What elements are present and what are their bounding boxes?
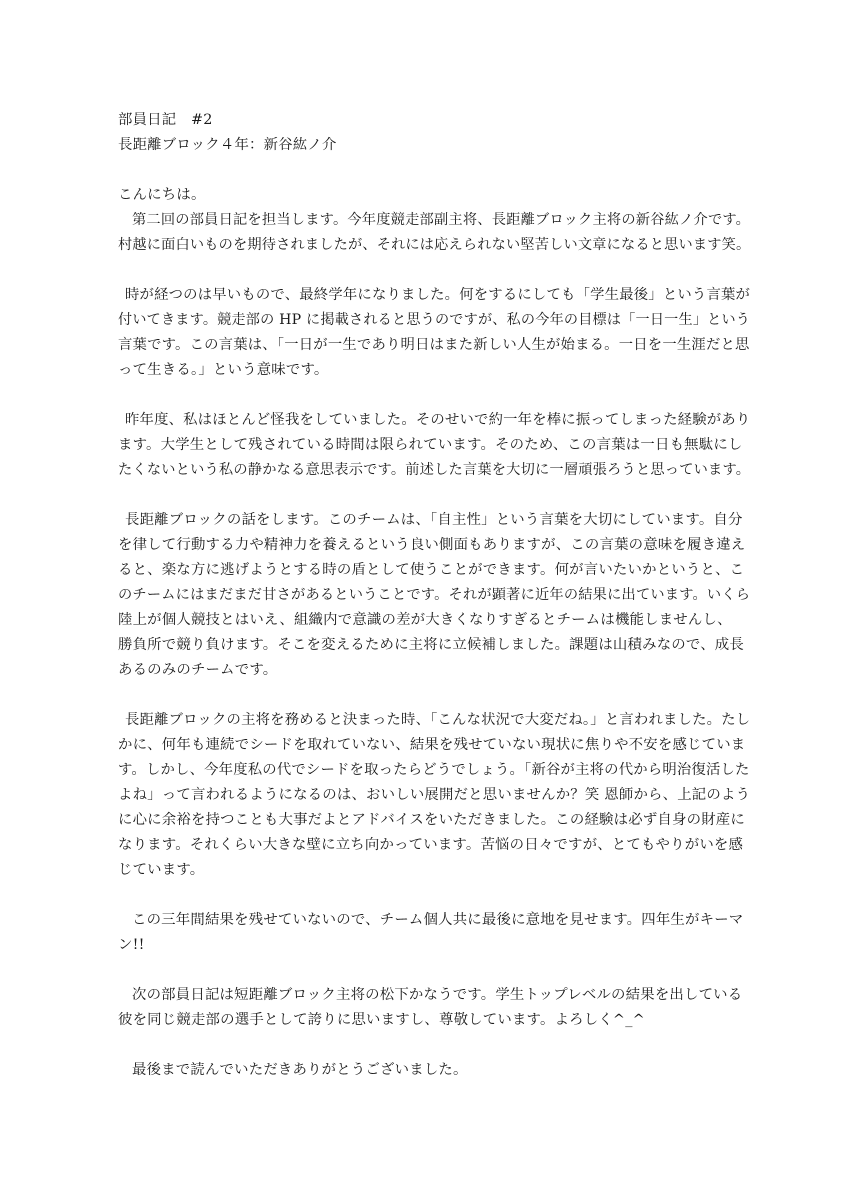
paragraph-line: ると、楽な方に逃げようとする時の盾として使うことができます。何が言いたいかというと、こ (118, 562, 745, 578)
paragraph-line: よね」って言われるようになるのは、おいしい展開だと思いませんか？笑 恩師から、上記のよう (118, 787, 751, 803)
paragraph-line: 付いてきます。競走部の HP に掲載されると思うのですが、私の今年の目標は「一日一生」という (118, 312, 751, 328)
paragraph-line: ン!! (118, 937, 145, 953)
spacer (118, 958, 750, 983)
spacer (118, 258, 750, 283)
paragraph-line: 言葉です。この言葉は、「一日が一生であり明日はまた新しい人生が始まる。一日を一生涯だと思 (118, 337, 750, 353)
paragraph-line: かに、何年も連続でシードを取れていない、結果を残せていない現状に焦りや不安を感じていま (118, 737, 746, 753)
paragraph-line: ます。大学生として残されている時間は限られています。そのため、この言葉は一日も無駄にし (118, 437, 743, 453)
spacer (118, 683, 750, 708)
paragraph-line: 陸上が個人競技とはいえ、組織内で意識の差が大きくなりすぎるとチームは機能しませんし、 (118, 612, 732, 628)
paragraph-line: 次の部員日記は短距離ブロック主将の松下かなうです。学生トップレベルの結果を出している (132, 987, 743, 1003)
greeting: こんにちは。 (118, 187, 206, 203)
paragraph-line: じています。 (118, 862, 205, 878)
paragraph-line: 長距離ブロックの話をします。このチームは、「自主性」という言葉を大切にしています。自分 (125, 512, 743, 528)
spacer (118, 483, 750, 508)
paragraph-line: 時が経つのは早いもので、最終学年になりました。何をするにしても「学生最後」という言葉が (125, 287, 751, 303)
paragraph-line: 第二回の部員日記を担当します。今年度競走部副主将、長距離ブロック主将の新谷紘ノ介です。 (132, 212, 751, 228)
paragraph-line: のチームにはまだまだ甘さがあるということです。それが顕著に近年の結果に出ています。いくら (118, 587, 751, 603)
paragraph-line: って生きる。」という意味です。 (118, 362, 329, 378)
paragraph-team (118, 508, 750, 683)
paragraph-line: を律して行動する力や精神力を養えるという良い側面もありますが、この言葉の意味を履き違え (118, 537, 746, 553)
paragraph-line: 村越に面白いものを期待されましたが、それには応えられない堅苦しい文章になると思います笑。 (118, 237, 751, 253)
paragraph-line: 長距離ブロックの主将を務めると決まった時、「こんな状況で大変だね。」と言われました。たし (125, 712, 751, 728)
paragraph-next-writer (118, 983, 750, 1033)
paragraph-captain (118, 708, 750, 883)
spacer (118, 883, 750, 908)
diary-title: 部員日記 #2 (118, 112, 213, 128)
spacer (118, 383, 750, 408)
paragraph-line: に心に余裕を持つことも大事だよとアドバイスをいただきました。この経験は必ず自身の財産に (118, 812, 745, 828)
paragraph-line: 昨年度、私はほとんど怪我をしていました。そのせいで約一年を棒に振ってしまった経験があり (125, 412, 751, 428)
paragraph-line: この三年間結果を残せていないので、チーム個人共に最後に意地を見せます。四年生がキーマ (132, 912, 744, 928)
paragraph-line: 勝負所で競り負けます。そこを変えるために主将に立候補しました。課題は山積みなので、成長 (118, 637, 744, 653)
document-body (118, 108, 750, 1083)
paragraph-injury (118, 408, 750, 483)
spacer (118, 158, 750, 183)
paragraph-line: あるのみのチームです。 (118, 662, 278, 678)
paragraph-line: たくないという私の静かなる意思表示です。前述した言葉を大切に一層頑張ろうと思っています。 (118, 462, 751, 478)
closing-line: 最後まで読んでいただきありがとうございました。 (132, 1062, 468, 1078)
paragraph-line: 彼を同じ競走部の選手として誇りに思いますし、尊敬しています。よろしく^_^ (118, 1012, 645, 1028)
author-line: 長距離ブロック４年：新谷紘ノ介 (118, 137, 337, 153)
paragraph-resolve (118, 908, 750, 958)
paragraph-introduction (118, 208, 750, 258)
paragraph-line: す。しかし、今年度私の代でシードを取ったらどうでしょう。「新谷が主将の代から明治復活した (118, 762, 750, 778)
spacer (118, 1033, 750, 1058)
paragraph-line: なります。それくらい大きな壁に立ち向かっています。苦悩の日々ですが、とてもやりがいを感 (118, 837, 744, 853)
paragraph-goal (118, 283, 750, 383)
